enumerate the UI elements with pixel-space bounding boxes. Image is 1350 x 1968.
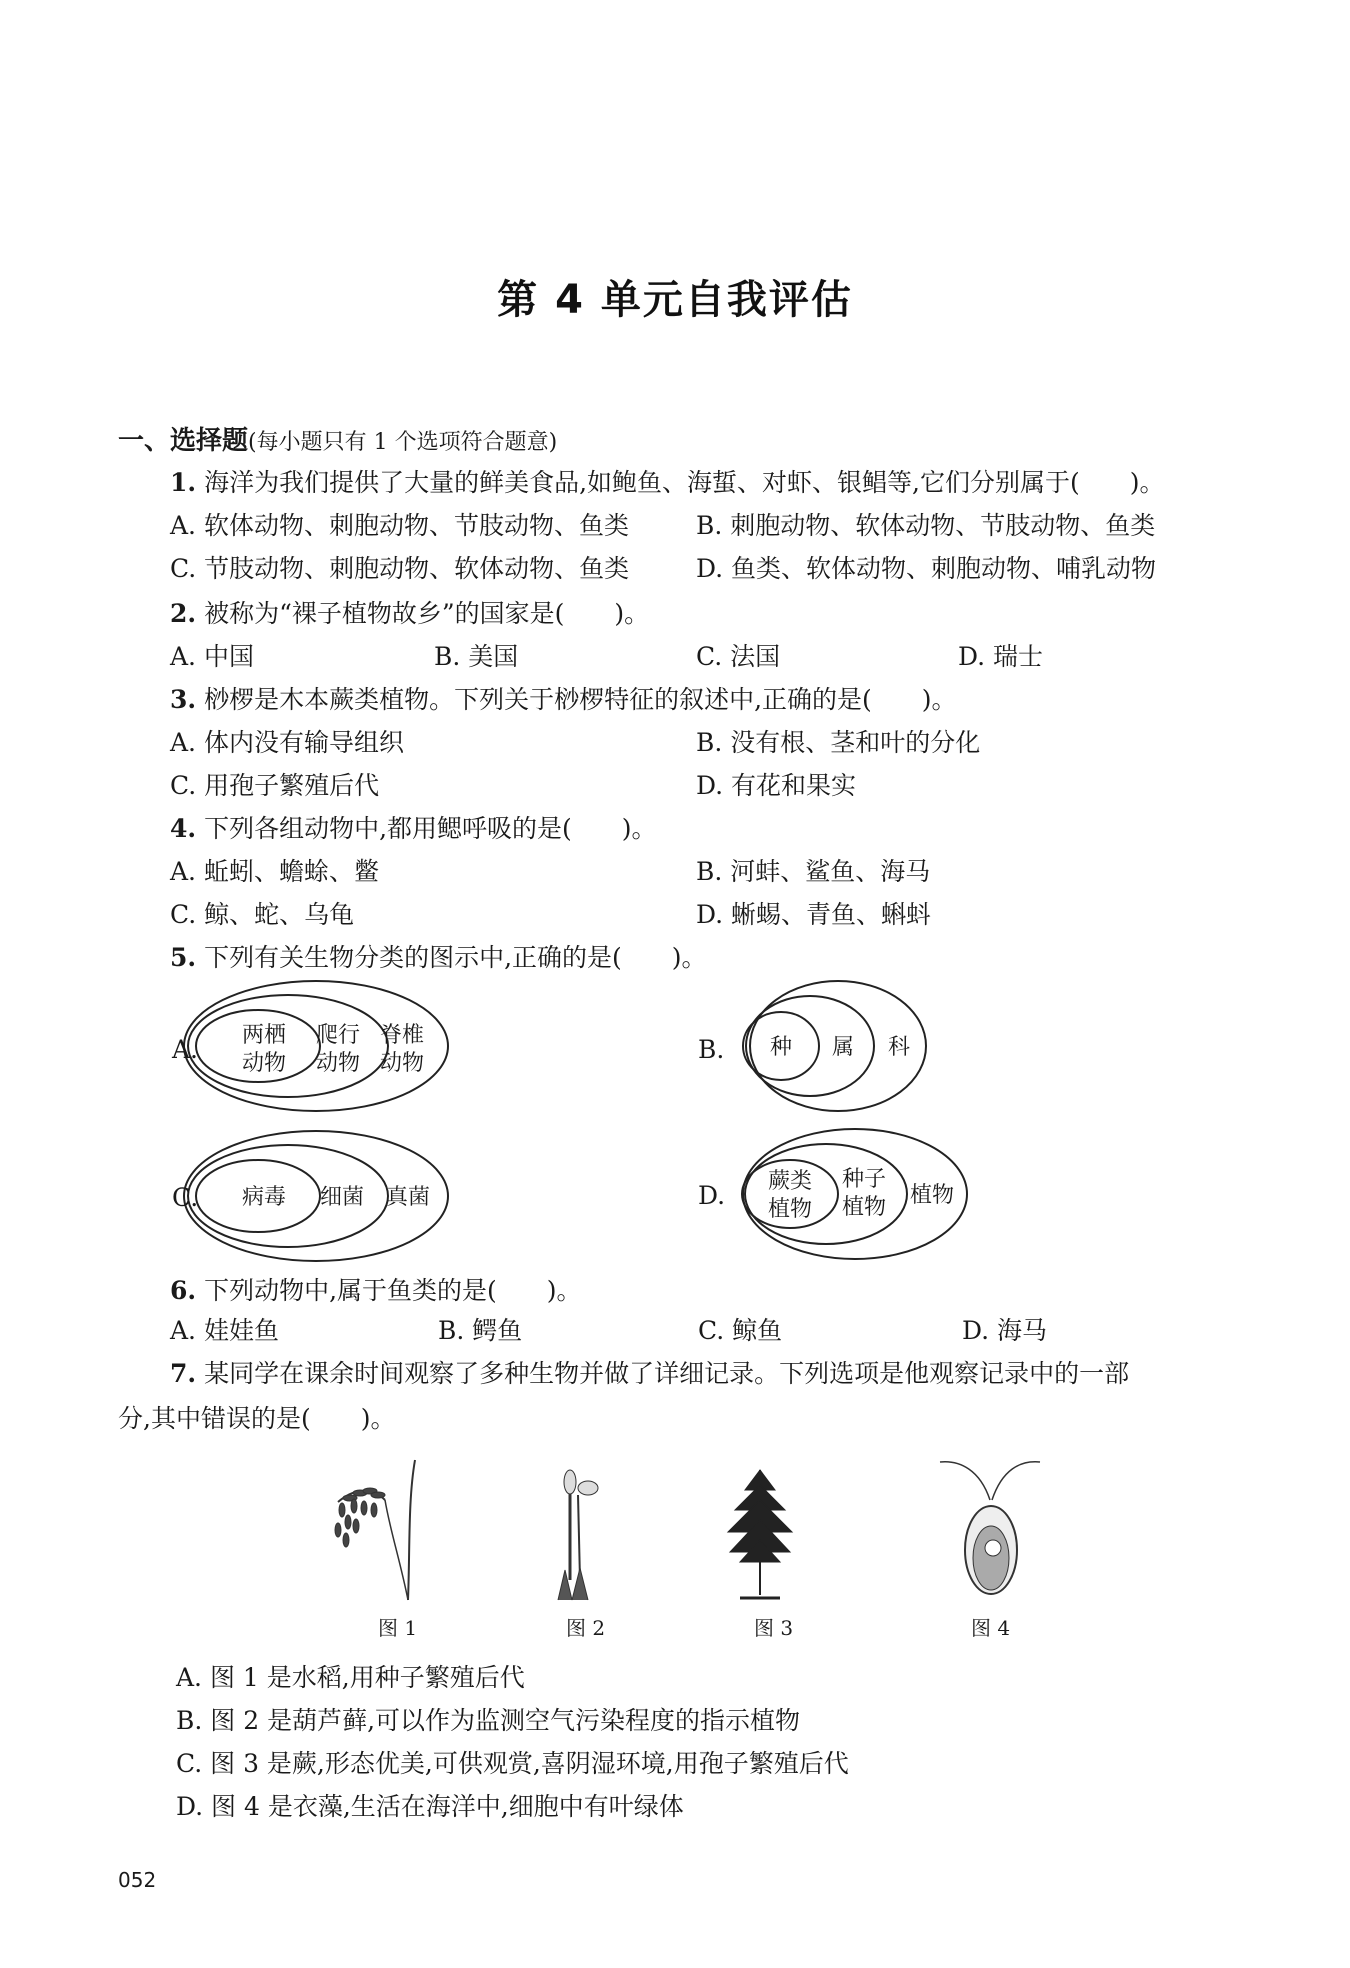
question-number: 3. [170, 685, 197, 714]
figure-3-caption: 图 3 [754, 1616, 794, 1640]
q3-option-d[interactable]: D. 有花和果实 [696, 771, 857, 800]
fern-figure [728, 1470, 792, 1598]
diagram-a-letter: A. [172, 1035, 199, 1064]
question-6 [170, 1274, 582, 1308]
q2-option-d[interactable]: D. 瑞士 [958, 642, 1044, 671]
page-title: 第 4 单元自我评估 [497, 277, 853, 323]
question-number: 7. [170, 1359, 197, 1388]
diagram-d-outer-label: 植物 [910, 1183, 955, 1208]
question-7 [170, 1357, 1129, 1391]
question-7-continued: 分,其中错误的是( )。 [118, 1404, 396, 1433]
q1-option-a[interactable]: A. 软体动物、刺胞动物、节肢动物、鱼类 [170, 511, 629, 540]
q3-option-b[interactable]: B. 没有根、茎和叶的分化 [696, 728, 981, 757]
diagram-a-middle-label-1: 爬行 [316, 1023, 361, 1048]
question-number: 1. [170, 468, 197, 497]
question-text: 下列有关生物分类的图示中,正确的是( )。 [204, 943, 707, 972]
q2-option-c[interactable]: C. 法国 [696, 642, 781, 671]
moss-figure [558, 1470, 598, 1600]
rice-plant-figure [335, 1460, 415, 1600]
diagram-a-middle-label-2: 动物 [316, 1051, 361, 1076]
q3-option-a[interactable]: A. 体内没有输导组织 [170, 728, 404, 757]
q4-option-a[interactable]: A. 蚯蚓、蟾蜍、鳖 [170, 857, 379, 886]
diagram-a-outer-label-1: 脊椎 [380, 1023, 425, 1048]
page-number: 052 [118, 1868, 157, 1892]
q4-option-b[interactable]: B. 河蚌、鲨鱼、海马 [696, 857, 931, 886]
diagram-a-inner-label-2: 动物 [242, 1051, 287, 1076]
question-text: 下列动物中,属于鱼类的是( )。 [204, 1276, 582, 1305]
diagram-b-inner-label: 种 [770, 1035, 793, 1060]
q3-option-c[interactable]: C. 用孢子繁殖后代 [170, 771, 380, 800]
diagram-a-outer-label-2: 动物 [380, 1051, 425, 1076]
q1-option-c[interactable]: C. 节肢动物、刺胞动物、软体动物、鱼类 [170, 554, 630, 583]
q6-option-a[interactable]: A. 娃娃鱼 [170, 1316, 279, 1345]
question-text-line-1: 某同学在课余时间观察了多种生物并做了详细记录。下列选项是他观察记录中的一部 [204, 1359, 1130, 1388]
diagram-b-middle-label: 属 [832, 1035, 855, 1060]
question-number: 6. [170, 1276, 197, 1305]
diagram-c-middle-label: 细菌 [320, 1185, 365, 1210]
q6-option-b[interactable]: B. 鳄鱼 [438, 1316, 523, 1345]
q7-option-d[interactable]: D. 图 4 是衣藻,生活在海洋中,细胞中有叶绿体 [176, 1792, 684, 1821]
figure-1-caption: 图 1 [378, 1616, 418, 1640]
question-number: 4. [170, 814, 197, 843]
q2-option-a[interactable]: A. 中国 [170, 642, 254, 671]
q1-option-b[interactable]: B. 刺胞动物、软体动物、节肢动物、鱼类 [696, 511, 1156, 540]
q6-option-d[interactable]: D. 海马 [962, 1316, 1048, 1345]
diagram-c-inner-label: 病毒 [242, 1185, 287, 1210]
q7-option-b[interactable]: B. 图 2 是葫芦藓,可以作为监测空气污染程度的指示植物 [176, 1706, 801, 1735]
figure-4-caption: 图 4 [971, 1616, 1011, 1640]
diagram-c-letter: C. [172, 1183, 199, 1212]
organism-figures [290, 1440, 1080, 1610]
q7-option-a[interactable]: A. 图 1 是水稻,用种子繁殖后代 [176, 1663, 525, 1692]
diagram-d-letter: D. [698, 1181, 726, 1210]
diagram-d-middle-label-2: 植物 [842, 1195, 887, 1220]
question-text: 被称为“裸子植物故乡”的国家是( )。 [204, 599, 650, 628]
figure-2-caption: 图 2 [566, 1616, 606, 1640]
diagram-d-middle-ellipse [745, 1144, 907, 1244]
diagram-d-middle-label-1: 种子 [842, 1167, 887, 1192]
question-number: 2. [170, 599, 197, 628]
section-note: (每小题只有 1 个选项符合题意) [248, 430, 558, 455]
diagram-b-outer-label: 科 [888, 1035, 911, 1060]
q4-option-c[interactable]: C. 鲸、蛇、乌龟 [170, 900, 355, 929]
section-name: 一、选择题 [118, 426, 249, 456]
question-text: 下列各组动物中,都用鳃呼吸的是( )。 [204, 814, 657, 843]
q7-option-c[interactable]: C. 图 3 是蕨,形态优美,可供观赏,喜阴湿环境,用孢子繁殖后代 [176, 1749, 849, 1778]
diagram-c-outer-label: 真菌 [386, 1185, 431, 1210]
q1-option-d[interactable]: D. 鱼类、软体动物、刺胞动物、哺乳动物 [696, 554, 1157, 583]
q4-option-d[interactable]: D. 蜥蜴、青鱼、蝌蚪 [696, 900, 932, 929]
q2-option-b[interactable]: B. 美国 [434, 642, 519, 671]
diagram-b-middle-ellipse [746, 996, 874, 1096]
question-number: 5. [170, 943, 197, 972]
chlamydomonas-figure [940, 1462, 1040, 1594]
diagram-d-inner-label-1: 蕨类 [768, 1169, 813, 1194]
question-text: 海洋为我们提供了大量的鲜美食品,如鲍鱼、海蜇、对虾、银鲳等,它们分别属于( )。 [204, 468, 1165, 497]
question-text: 桫椤是木本蕨类植物。下列关于桫椤特征的叙述中,正确的是( )。 [204, 685, 957, 714]
diagram-b-letter: B. [698, 1035, 725, 1064]
q6-option-c[interactable]: C. 鲸鱼 [698, 1316, 783, 1345]
diagram-d-inner-label-2: 植物 [768, 1197, 813, 1222]
diagram-a-inner-label-1: 两栖 [242, 1023, 287, 1048]
